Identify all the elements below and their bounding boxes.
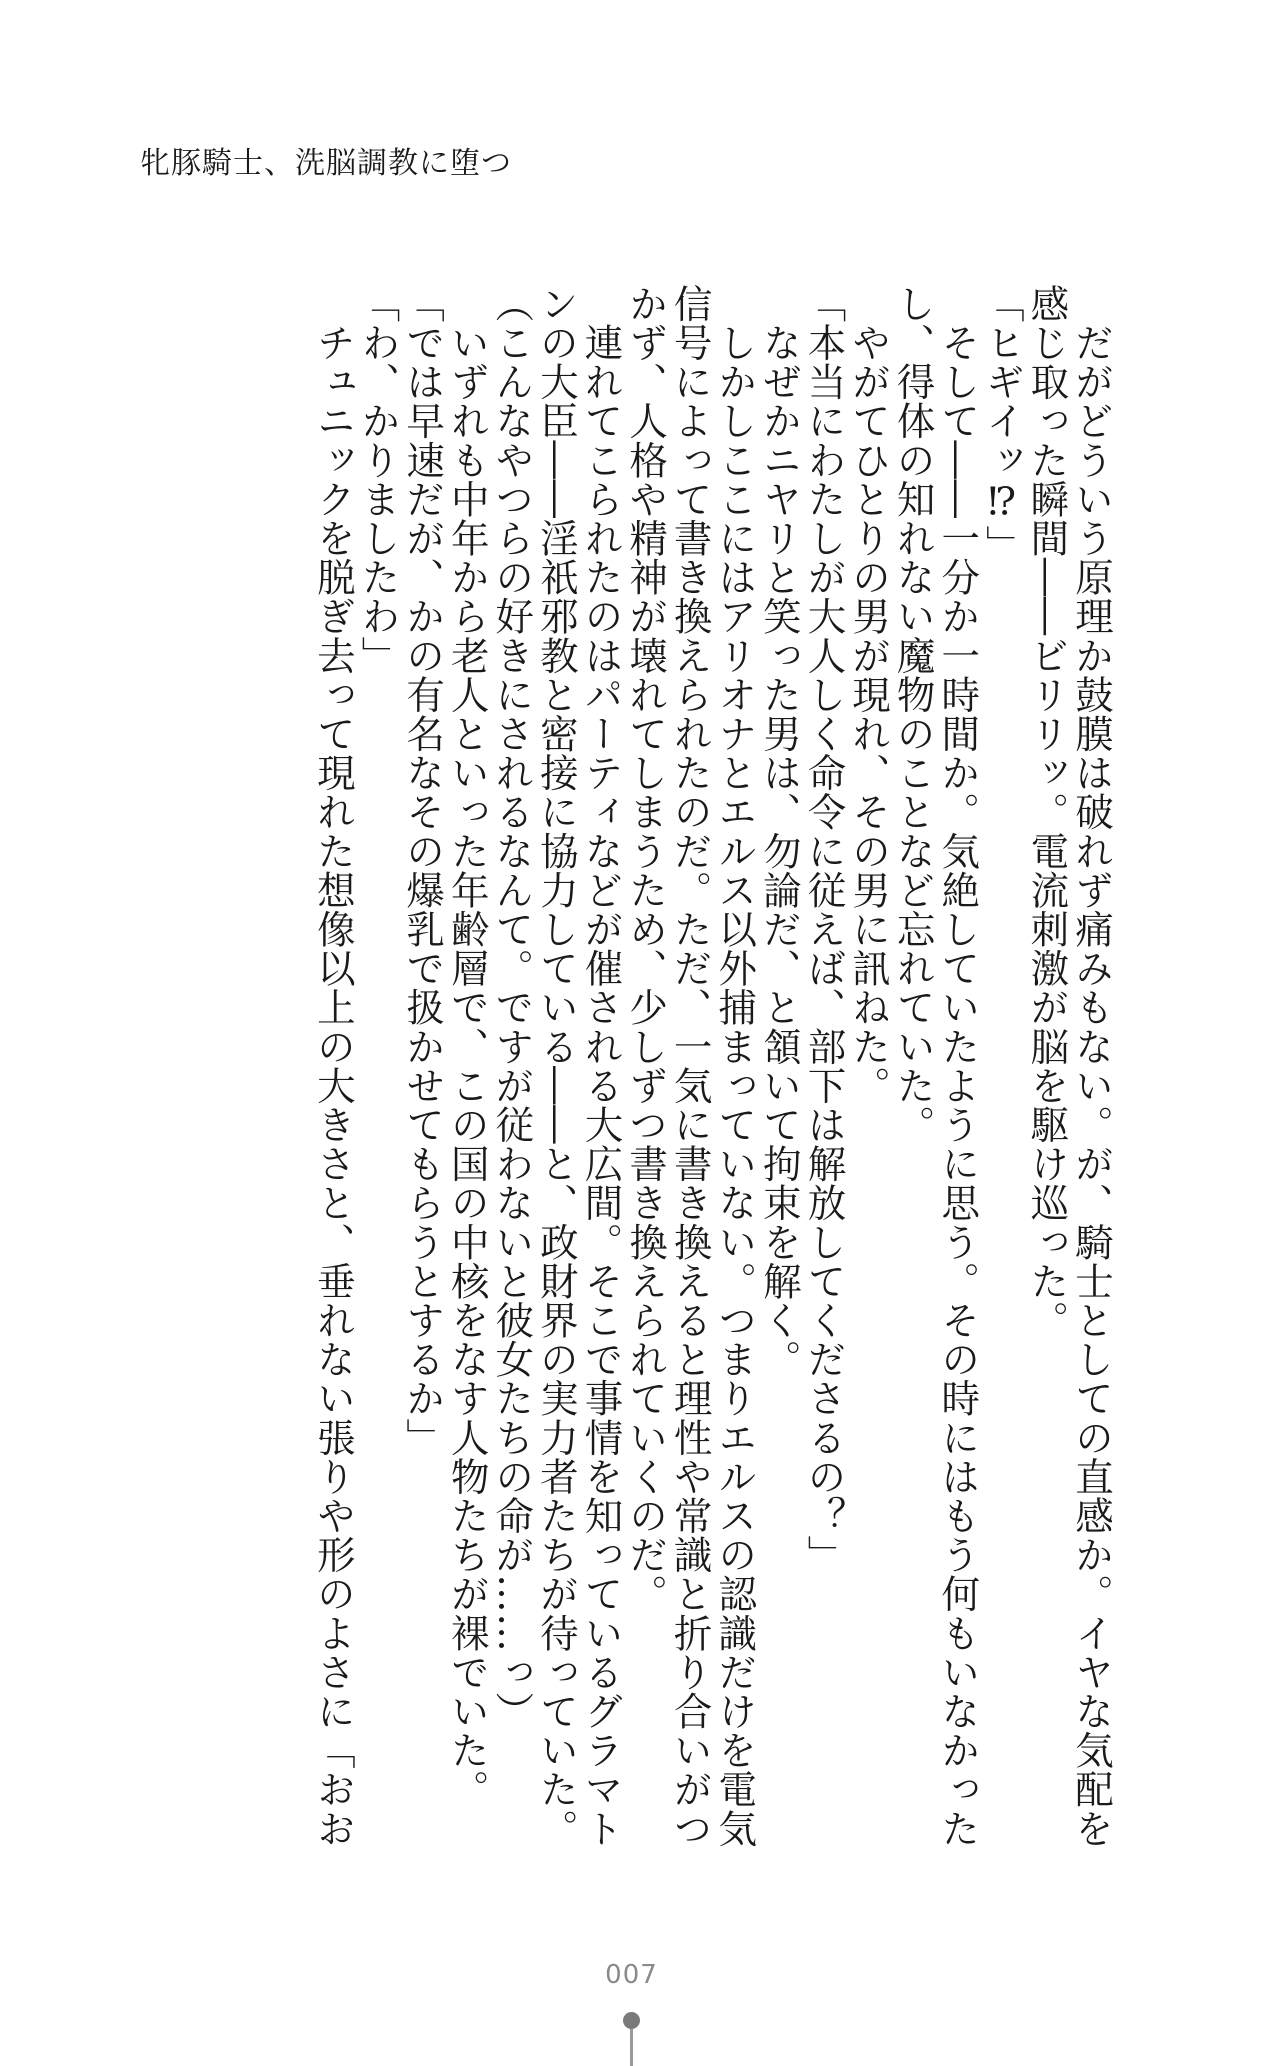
page-number: 007 xyxy=(605,1960,658,1990)
text-line: ンの大臣――淫祇邪教と密接に協力している――と、政財界の実力者たちが待っていた。 xyxy=(533,284,579,1848)
text-line: そして――一分か一時間か。気絶していたように思う。その時にはもう何もいなかった xyxy=(935,284,981,1848)
text-line: チュニックを脱ぎ去って現れた想像以上の大きさと、垂れない張りや形のよさに「おお xyxy=(310,284,356,1848)
text-line: 連れてこられたのはパーティなどが催される大広間。そこで事情を知っているグラマト xyxy=(578,284,624,1848)
text-line: なぜかニヤリと笑った男は、勿論だ、と頷いて拘束を解く。 xyxy=(756,284,802,1379)
text-line: 信号によって書き換えられたのだ。ただ、一気に書き換えると理性や常識と折り合いがつ xyxy=(667,284,713,1848)
text-line: （こんなやつらの好きにされるなんて。ですが従わないと彼女たちの命が……っ） xyxy=(489,284,535,1731)
text-line: だがどういう原理か鼓膜は破れず痛みもない。が、騎士としての直感か。イヤな気配を xyxy=(1069,284,1114,1848)
text-line: し、得体の知れない魔物のことなど忘れていた。 xyxy=(890,284,936,1145)
text-line: しかしここにはアリオナとエルス以外捕まっていない。つまりエルスの認識だけを電気 xyxy=(712,284,758,1848)
text-line: 感じ取った瞬間――ビリリッ。電流刺激が脳を駆け巡った。 xyxy=(1024,284,1070,1340)
text-line: かず、人格や精神が壊れてしまうため、少しずつ書き換えられていくのだ。 xyxy=(623,284,669,1614)
text-line: いずれも中年から老人といった年齢層で、この国の中核をなす人物たちが裸でいた。 xyxy=(444,284,490,1809)
footer-line-ornament xyxy=(630,2029,633,2066)
text-line: 「わ、かりましたわ」 xyxy=(355,284,401,675)
text-line: 「ヒギイッ⁉」 xyxy=(979,284,1025,565)
text-line: 「では早速だが、かの有名なその爆乳で扱かせてもらうとするか」 xyxy=(400,284,446,1457)
body-text xyxy=(310,284,1114,1848)
text-line: やがてひとりの男が現れ、その男に訊ねた。 xyxy=(846,284,892,1106)
page-footer xyxy=(0,1960,1263,1990)
footer-dot-ornament xyxy=(623,2012,640,2029)
running-head: 牝豚騎士、洗脳調教に堕つ xyxy=(140,146,512,181)
text-line: 「本当にわたしが大人しく命令に従えば、部下は解放してくださるの？」 xyxy=(801,284,847,1575)
